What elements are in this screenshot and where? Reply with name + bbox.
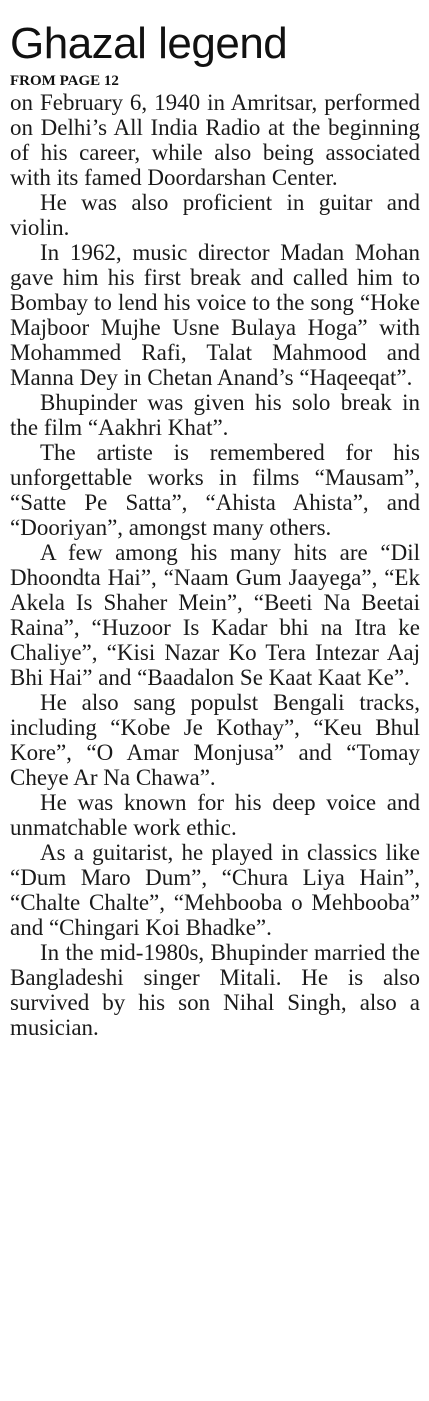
article-paragraph: In 1962, music director Madan Mohan gave him his first break and called him to Bombay to lend his voice to the song “Hoke Majboor Mujhe Usne Bulaya Hoga” with Mohammed Rafi, Talat Mahmood and Manna Dey in Chetan Anand’s “Haqeeqat”. bbox=[10, 240, 420, 390]
article-paragraph: As a guitarist, he played in classics like “Dum Maro Dum”, “Chura Liya Hain”, “Chalte Chalte”, “Mehbooba o Mehbooba” and “Chingari Koi Bhadke”. bbox=[10, 840, 420, 940]
article-body bbox=[10, 90, 420, 1040]
article-paragraph: He also sang populst Bengali tracks, including “Kobe Je Kothay”, “Keu Bhul Kore”, “O Amar Monjusa” and “Tomay Cheye Ar Na Chawa”. bbox=[10, 690, 420, 790]
article-paragraph: The artiste is remembered for his unforgettable works in films “Mausam”, “Satte Pe Satta”, “Ahista Ahista”, and “Dooriyan”, amongst many others. bbox=[10, 440, 420, 540]
article-paragraph: on February 6, 1940 in Amritsar, performed on Delhi’s All India Radio at the beginning of his career, while also being associated with its famed Doordarshan Center. bbox=[10, 90, 420, 190]
article-headline: Ghazal legend bbox=[10, 19, 288, 68]
article-paragraph: He was also proficient in guitar and violin. bbox=[10, 190, 420, 240]
continued-from-label: FROM PAGE 12 bbox=[10, 73, 119, 89]
news-article bbox=[10, 18, 420, 1040]
article-paragraph: Bhupinder was given his solo break in the film “Aakhri Khat”. bbox=[10, 390, 420, 440]
article-paragraph: In the mid-1980s, Bhupinder married the Bangladeshi singer Mitali. He is also survived by his son Nihal Singh, also a musician. bbox=[10, 940, 420, 1040]
article-paragraph: A few among his many hits are “Dil Dhoondta Hai”, “Naam Gum Jaayega”, “Ek Akela Is Shaher Mein”, “Beeti Na Beetai Raina”, “Huzoor Is Kadar bhi na Itra ke Chaliye”, “Kisi Nazar Ko Tera Intezar Aaj Bhi Hai” and “Baadalon Se Kaat Kaat Ke”. bbox=[10, 540, 420, 690]
article-paragraph: He was known for his deep voice and unmatchable work ethic. bbox=[10, 790, 420, 840]
